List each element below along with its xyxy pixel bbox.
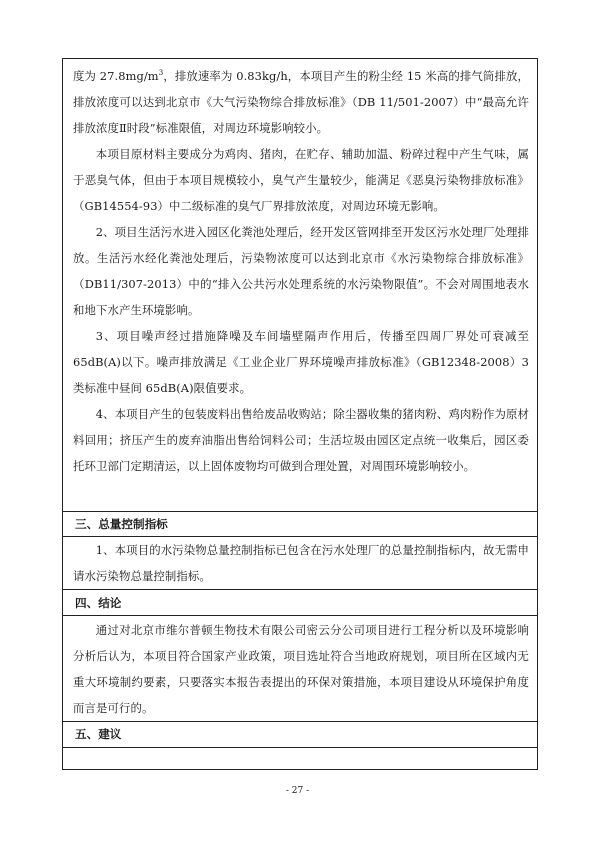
divider [63, 511, 537, 512]
divider [63, 747, 537, 748]
paragraph-air-emission [63, 63, 537, 141]
section-title-conclusion: 四、结论 [75, 596, 122, 610]
continued-text-block [63, 63, 537, 479]
text-run: 度为 27.8mg/m [73, 69, 159, 83]
section-body-conclusion [63, 617, 537, 721]
report-table-frame [62, 58, 538, 770]
divider [63, 615, 537, 616]
paragraph-wastewater: 2、项目生活污水进入园区化粪池处理后，经开发区管网排至开发区污水处理厂处理排放。生活污水经化粪池处理后，污染物浓度可以达到北京市《水污染物综合排放标准》（DB11/307-2013）中的“排入公共污水处理系统的水污染物限值”。不会对周围地表水和地下水产生环境影响。 [73, 225, 529, 317]
divider [63, 589, 537, 590]
section-title-suggestions: 五、建议 [75, 727, 122, 741]
divider [63, 721, 537, 722]
text-run: ，排放速率为 0.83kg/h，本项目产生的粉尘经 15 米高的排气筒排放，排放浓度可以达到北京市《大气污染物综合排放标准》（DB 11/501-2007）中“最高允许排放浓度Ⅱ时段”标准限值，对周边环境影响较小。 [73, 69, 529, 135]
paragraph-solid-waste: 4、本项目产生的包装废料出售给废品收购站；除尘器收集的猪肉粉、鸡肉粉作为原材料回用；挤压产生的废弃油脂出售给饲料公司；生活垃圾由园区定点统一收集后，园区委托环卫部门定期清运，以上固体废物均可做到合理处置，对周围环境影响较小。 [73, 407, 529, 473]
section-body-total-control [63, 537, 537, 589]
page-number: - 27 - [285, 786, 310, 796]
superscript: 3 [158, 69, 164, 78]
section-title-total-control: 三、总量控制指标 [75, 517, 168, 531]
paragraph-total-control: 1、本项目的水污染物总量控制指标已包含在污水处理厂的总量控制指标内，故无需申请水污染物总量控制指标。 [73, 543, 529, 583]
paragraph-odor: 本项目原材料主要成分为鸡肉、猪肉，在贮存、辅助加温、粉碎过程中产生气味，属于恶臭气体，但由于本项目规模较小，臭气产生量较少，能满足《恶臭污染物排放标准》（GB14554-93）中二级标准的臭气厂界排放浓度，对周边环境无影响。 [73, 147, 529, 213]
paragraph-noise: 3、项目噪声经过措施降噪及车间墙壁隔声作用后，传播至四周厂界处可衰减至65dB(A)以下。噪声排放满足《工业企业厂界环境噪声排放标准》（GB12348-2008）3类标准中昼间 65dB(A)限值要求。 [73, 329, 529, 395]
paragraph-conclusion: 通过对北京市维尔普顿生物技术有限公司密云分公司项目进行工程分析以及环境影响分析后认为，本项目符合国家产业政策，项目选址符合当地政府规划，项目所在区域内无重大环境制约要素，只要落实本报告表提出的环保对策措施，本项目建设从环境保护角度而言是可行的。 [73, 623, 529, 715]
